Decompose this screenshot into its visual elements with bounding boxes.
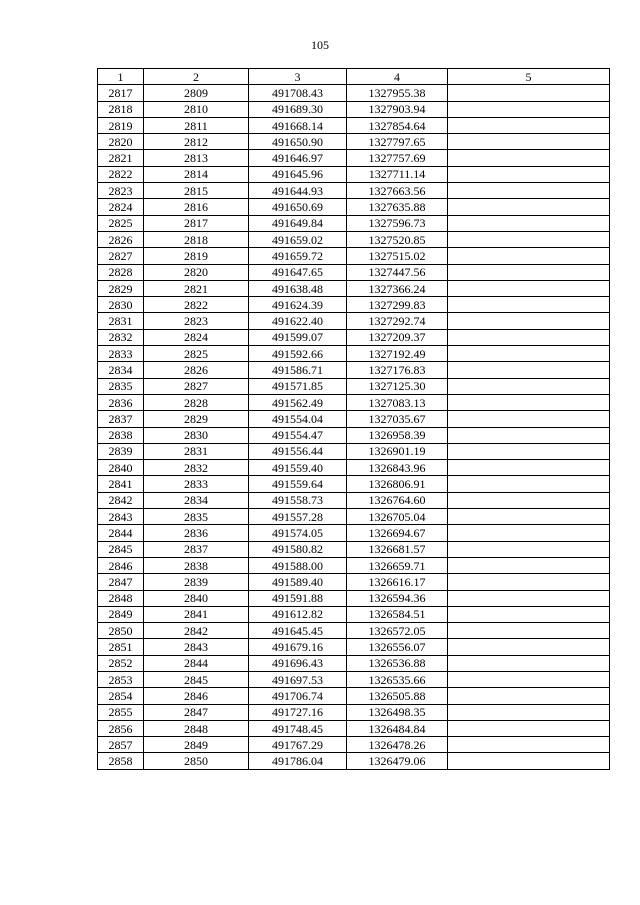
table-cell: 2812 [144,134,249,150]
table-cell: 2841 [144,606,249,622]
table-cell: 491556.44 [249,443,347,459]
table-cell: 2834 [98,362,144,378]
table-cell: 2843 [98,509,144,525]
table-cell [448,443,610,459]
table-cell: 2833 [98,346,144,362]
table-cell: 1326536.88 [347,655,448,671]
table-cell [448,117,610,133]
table-cell: 2834 [144,492,249,508]
table-cell: 2829 [144,411,249,427]
table-cell [448,101,610,117]
table-cell: 1327447.56 [347,264,448,280]
table-row [98,443,610,459]
table-row [98,117,610,133]
table-cell: 2823 [144,313,249,329]
table-cell: 491647.65 [249,264,347,280]
page-number: 105 [311,38,329,52]
table-row [98,525,610,541]
table-cell: 2847 [144,704,249,720]
table-cell: 2819 [98,117,144,133]
table-cell: 2849 [144,737,249,753]
table-row [98,460,610,476]
table-cell: 491786.04 [249,753,347,769]
table-cell: 1327035.67 [347,411,448,427]
table-cell: 2816 [144,199,249,215]
table-cell: 2817 [98,85,144,101]
table-cell: 1327635.88 [347,199,448,215]
table-cell: 1327176.83 [347,362,448,378]
table-cell: 491650.69 [249,199,347,215]
table-cell: 1326694.67 [347,525,448,541]
table-cell [448,346,610,362]
table-cell: 1326843.96 [347,460,448,476]
table-cell: 491559.64 [249,476,347,492]
table-cell: 2847 [98,574,144,590]
table-cell: 491679.16 [249,639,347,655]
table-cell: 2819 [144,248,249,264]
table-row [98,329,610,345]
table-cell: 2822 [144,297,249,313]
table-cell: 491706.74 [249,688,347,704]
table-row [98,362,610,378]
table-cell: 2850 [144,753,249,769]
table-cell: 2820 [144,264,249,280]
table-cell: 2854 [98,688,144,704]
table-cell: 491697.53 [249,671,347,687]
table-cell: 491599.07 [249,329,347,345]
table-cell: 2839 [144,574,249,590]
table-row [98,655,610,671]
table-row [98,183,610,199]
table-cell: 1327515.02 [347,248,448,264]
table-cell: 1327903.94 [347,101,448,117]
table-cell: 2853 [98,671,144,687]
table-cell: 1327711.14 [347,166,448,182]
column-header: 2 [144,69,249,85]
table-cell: 1327209.37 [347,329,448,345]
table-cell: 491580.82 [249,541,347,557]
table-cell: 491622.40 [249,313,347,329]
table-cell: 491574.05 [249,525,347,541]
table-cell [448,427,610,443]
table-cell: 2828 [144,394,249,410]
table-cell: 2855 [98,704,144,720]
table-row [98,623,610,639]
table-body [98,85,610,769]
table-cell: 2814 [144,166,249,182]
table-cell: 491592.66 [249,346,347,362]
table-cell: 1327520.85 [347,231,448,247]
table-cell: 1326584.51 [347,606,448,622]
table-row [98,606,610,622]
table-row [98,134,610,150]
column-header: 1 [98,69,144,85]
table-cell: 2846 [144,688,249,704]
table-cell: 2827 [144,378,249,394]
table-cell: 2809 [144,85,249,101]
table-row [98,248,610,264]
table-cell [448,280,610,296]
table-cell: 2843 [144,639,249,655]
table-cell: 2851 [98,639,144,655]
table-cell: 2826 [98,231,144,247]
table-cell: 491645.96 [249,166,347,182]
table-cell: 2831 [98,313,144,329]
table-cell: 1326806.91 [347,476,448,492]
table-cell: 2813 [144,150,249,166]
table-cell: 491659.02 [249,231,347,247]
table-row [98,509,610,525]
table-cell [448,150,610,166]
table-cell: 1326572.05 [347,623,448,639]
table-cell [448,264,610,280]
table-cell: 2821 [144,280,249,296]
table-cell: 2818 [98,101,144,117]
table-cell [448,476,610,492]
table-cell: 1326958.39 [347,427,448,443]
table-cell [448,297,610,313]
table-cell: 2845 [144,671,249,687]
table-cell [448,492,610,508]
table-cell: 1327083.13 [347,394,448,410]
table-row [98,394,610,410]
table-cell: 491559.40 [249,460,347,476]
table-cell: 2856 [98,720,144,736]
table-cell: 2830 [144,427,249,443]
table-cell [448,753,610,769]
table-cell: 2840 [98,460,144,476]
table-cell: 1327192.49 [347,346,448,362]
table-cell: 1327854.64 [347,117,448,133]
table-cell: 2848 [144,720,249,736]
table-row [98,411,610,427]
table-cell: 2846 [98,557,144,573]
coordinates-table [97,68,610,770]
table-cell: 2822 [98,166,144,182]
table-cell: 2828 [98,264,144,280]
table-row [98,671,610,687]
table-cell: 2824 [98,199,144,215]
table-cell: 2841 [98,476,144,492]
table-row [98,704,610,720]
table-row [98,150,610,166]
table-row [98,737,610,753]
table-cell [448,199,610,215]
table-cell: 2840 [144,590,249,606]
table-cell: 2833 [144,476,249,492]
table-cell: 491650.90 [249,134,347,150]
table-cell: 1327366.24 [347,280,448,296]
table-cell: 1327797.65 [347,134,448,150]
table-cell: 491624.39 [249,297,347,313]
table-row [98,753,610,769]
table-cell: 1326556.07 [347,639,448,655]
table-cell: 491638.48 [249,280,347,296]
table-cell: 2835 [98,378,144,394]
table-cell: 491558.73 [249,492,347,508]
table-cell: 491696.43 [249,655,347,671]
table-cell: 2844 [98,525,144,541]
table-cell [448,134,610,150]
table-cell [448,574,610,590]
table-cell: 2848 [98,590,144,606]
table-cell: 2825 [98,215,144,231]
table-row [98,541,610,557]
table-cell: 1326505.88 [347,688,448,704]
table-cell: 491554.04 [249,411,347,427]
column-header: 4 [347,69,448,85]
table-cell: 2827 [98,248,144,264]
table-cell: 2839 [98,443,144,459]
table-row [98,280,610,296]
table-cell: 2815 [144,183,249,199]
table-cell: 491589.40 [249,574,347,590]
table-cell: 491748.45 [249,720,347,736]
table-cell: 2818 [144,231,249,247]
table-cell: 2837 [144,541,249,557]
table-header-row [98,69,610,85]
table-cell [448,704,610,720]
table-cell: 2842 [144,623,249,639]
table-cell: 2849 [98,606,144,622]
table-cell: 2817 [144,215,249,231]
table-row [98,166,610,182]
table-cell: 491557.28 [249,509,347,525]
table-cell: 1326594.36 [347,590,448,606]
table-cell: 1326535.66 [347,671,448,687]
table-row [98,557,610,573]
table-cell: 2832 [98,329,144,345]
table-cell [448,166,610,182]
table-cell [448,623,610,639]
table-cell: 491644.93 [249,183,347,199]
table-row [98,476,610,492]
table-cell: 2831 [144,443,249,459]
table-cell: 2842 [98,492,144,508]
table-cell [448,313,610,329]
table-cell: 2844 [144,655,249,671]
table-cell: 2830 [98,297,144,313]
table-row [98,215,610,231]
table-cell: 1326681.57 [347,541,448,557]
table-cell: 2837 [98,411,144,427]
table-row [98,346,610,362]
table-cell: 491727.16 [249,704,347,720]
table-cell: 1327299.83 [347,297,448,313]
table-cell [448,525,610,541]
table-cell: 2858 [98,753,144,769]
table-row [98,574,610,590]
table-cell: 2845 [98,541,144,557]
table-cell [448,688,610,704]
table-cell: 1327292.74 [347,313,448,329]
table-cell: 2821 [98,150,144,166]
table-cell [448,509,610,525]
table-cell: 491554.47 [249,427,347,443]
table-cell: 2836 [144,525,249,541]
table-cell: 2850 [98,623,144,639]
table-row [98,264,610,280]
table-cell: 1327757.69 [347,150,448,166]
table-cell: 2852 [98,655,144,671]
table-cell: 1327125.30 [347,378,448,394]
table-cell: 491659.72 [249,248,347,264]
table-cell: 2838 [98,427,144,443]
table-cell: 2811 [144,117,249,133]
table-cell: 1326616.17 [347,574,448,590]
table-cell [448,541,610,557]
table-cell: 1326901.19 [347,443,448,459]
table-cell [448,394,610,410]
table-row [98,639,610,655]
table-cell: 2838 [144,557,249,573]
table-cell: 1326764.60 [347,492,448,508]
column-header: 3 [249,69,347,85]
table-cell: 1326498.35 [347,704,448,720]
table-cell: 2829 [98,280,144,296]
table-cell [448,590,610,606]
table-row [98,720,610,736]
table-cell: 1327663.56 [347,183,448,199]
table-cell [448,557,610,573]
table-row [98,297,610,313]
table-cell: 1327596.73 [347,215,448,231]
table-cell [448,411,610,427]
table-cell: 491649.84 [249,215,347,231]
table-cell [448,671,610,687]
table-cell: 1326484.84 [347,720,448,736]
table-cell [448,231,610,247]
table-cell: 491767.29 [249,737,347,753]
table-cell [448,720,610,736]
table-cell: 2835 [144,509,249,525]
table-row [98,313,610,329]
table-cell: 491668.14 [249,117,347,133]
table-cell: 1326479.06 [347,753,448,769]
table-cell: 2820 [98,134,144,150]
column-header: 5 [448,69,610,85]
table-cell: 2836 [98,394,144,410]
table-cell: 1326705.04 [347,509,448,525]
table-cell [448,183,610,199]
table-cell [448,85,610,101]
table-row [98,688,610,704]
table-cell: 491571.85 [249,378,347,394]
table-cell: 2810 [144,101,249,117]
table-row [98,427,610,443]
table-cell: 1327955.38 [347,85,448,101]
table-cell: 491708.43 [249,85,347,101]
table-cell [448,737,610,753]
table-cell: 491645.45 [249,623,347,639]
table-cell [448,329,610,345]
table-row [98,85,610,101]
table-cell [448,362,610,378]
table-cell [448,460,610,476]
table-row [98,378,610,394]
table-cell: 2832 [144,460,249,476]
table-row [98,492,610,508]
table-cell: 2826 [144,362,249,378]
table-cell: 2824 [144,329,249,345]
table-cell: 2825 [144,346,249,362]
table-cell [448,378,610,394]
table-cell: 1326478.26 [347,737,448,753]
table-row [98,231,610,247]
table-cell [448,606,610,622]
table-cell: 2857 [98,737,144,753]
table-row [98,199,610,215]
table-cell [448,215,610,231]
table-cell: 2823 [98,183,144,199]
table-cell: 491612.82 [249,606,347,622]
table-cell [448,655,610,671]
table-cell [448,248,610,264]
table-cell: 491588.00 [249,557,347,573]
table-cell: 491591.88 [249,590,347,606]
table-cell: 491689.30 [249,101,347,117]
table-cell: 1326659.71 [347,557,448,573]
table-cell [448,639,610,655]
table-cell: 491586.71 [249,362,347,378]
table-row [98,101,610,117]
table-cell: 491646.97 [249,150,347,166]
table-row [98,590,610,606]
table-cell: 491562.49 [249,394,347,410]
